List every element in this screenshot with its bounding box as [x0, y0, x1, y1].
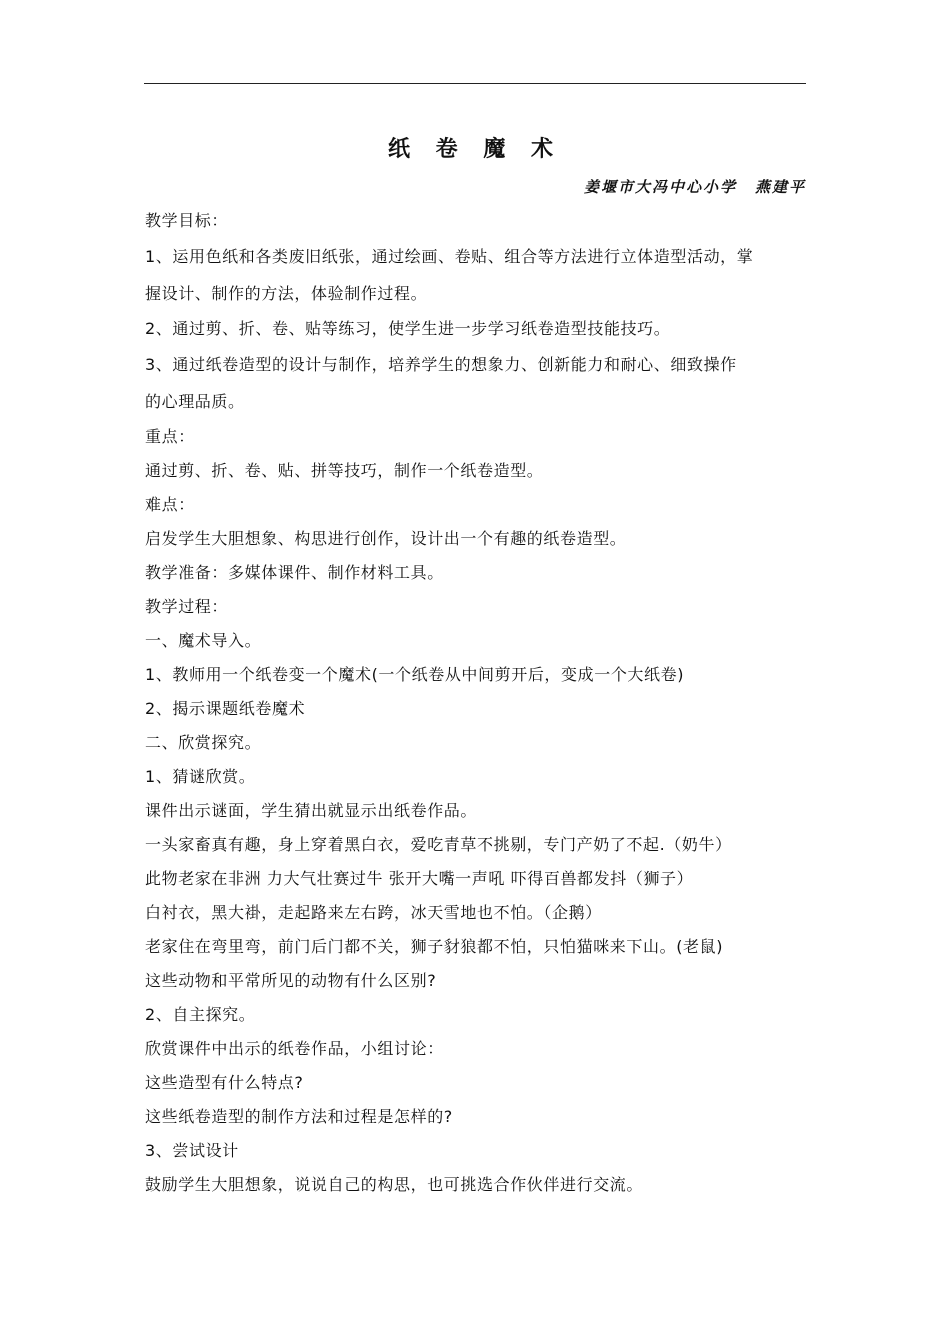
header-rule: [144, 83, 806, 84]
text-line: 3、尝试设计: [145, 1141, 239, 1160]
document-title: 纸 卷 魔 术: [388, 136, 562, 162]
text-line: 这些造型有什么特点?: [145, 1073, 304, 1092]
text-line: 2、揭示课题纸卷魔术: [145, 699, 306, 718]
text-line: 难点：: [145, 495, 195, 514]
text-line: 3、通过纸卷造型的设计与制作，培养学生的想象力、创新能力和耐心、细致操作: [145, 355, 737, 374]
text-line: 1、教师用一个纸卷变一个魔术(一个纸卷从中间剪开后，变成一个大纸卷): [145, 665, 685, 684]
school-name: 姜堰市大冯中心小学: [583, 178, 737, 196]
text-line: 教学准备：多媒体课件、制作材料工具。: [145, 563, 444, 582]
text-line: 这些动物和平常所见的动物有什么区别?: [145, 971, 437, 990]
text-line: 2、自主探究。: [145, 1005, 256, 1024]
text-line: 这些纸卷造型的制作方法和过程是怎样的?: [145, 1107, 453, 1126]
text-line: 教学过程：: [145, 597, 229, 616]
text-line: 一头家畜真有趣，身上穿着黑白衣，爱吃青草不挑剔，专门产奶了不起.（奶牛）: [145, 835, 732, 854]
text-line: 此物老家在非洲 力大气壮赛过牛 张开大嘴一声吼 吓得百兽都发抖（狮子）: [145, 869, 694, 888]
text-line: 白衬衣，黑大褂，走起路来左右跨，冰天雪地也不怕。（企鹅）: [145, 903, 602, 922]
text-line: 重点：: [145, 427, 195, 446]
text-line: 教学目标：: [145, 211, 229, 230]
text-line: 1、猜谜欣赏。: [145, 767, 256, 786]
text-line: 课件出示谜面，学生猜出就显示出纸卷作品。: [145, 801, 478, 820]
text-line: 1、运用色纸和各类废旧纸张，通过绘画、卷贴、组合等方法进行立体造型活动，掌: [145, 247, 754, 266]
author-name: 燕建平: [754, 178, 806, 196]
text-line: 的心理品质。: [145, 392, 245, 411]
text-line: 欣赏课件中出示的纸卷作品，小组讨论：: [145, 1039, 444, 1058]
text-line: 一、魔术导入。: [145, 631, 262, 650]
text-line: 老家住在弯里弯，前门后门都不关，狮子豺狼都不怕，只怕猫咪来下山。(老鼠): [145, 937, 724, 956]
author-line: [584, 173, 806, 201]
text-line: 2、通过剪、折、卷、贴等练习，使学生进一步学习纸卷造型技能技巧。: [145, 319, 671, 338]
text-line: 启发学生大胆想象、构思进行创作，设计出一个有趣的纸卷造型。: [145, 529, 627, 548]
document-body: [145, 204, 807, 1202]
text-line: 通过剪、折、卷、贴、拼等技巧，制作一个纸卷造型。: [145, 461, 544, 480]
text-line: 握设计、制作的方法，体验制作过程。: [145, 284, 428, 303]
text-line: 二、欣赏探究。: [145, 733, 262, 752]
text-line: 鼓励学生大胆想象，说说自己的构思，也可挑选合作伙伴进行交流。: [145, 1175, 644, 1194]
